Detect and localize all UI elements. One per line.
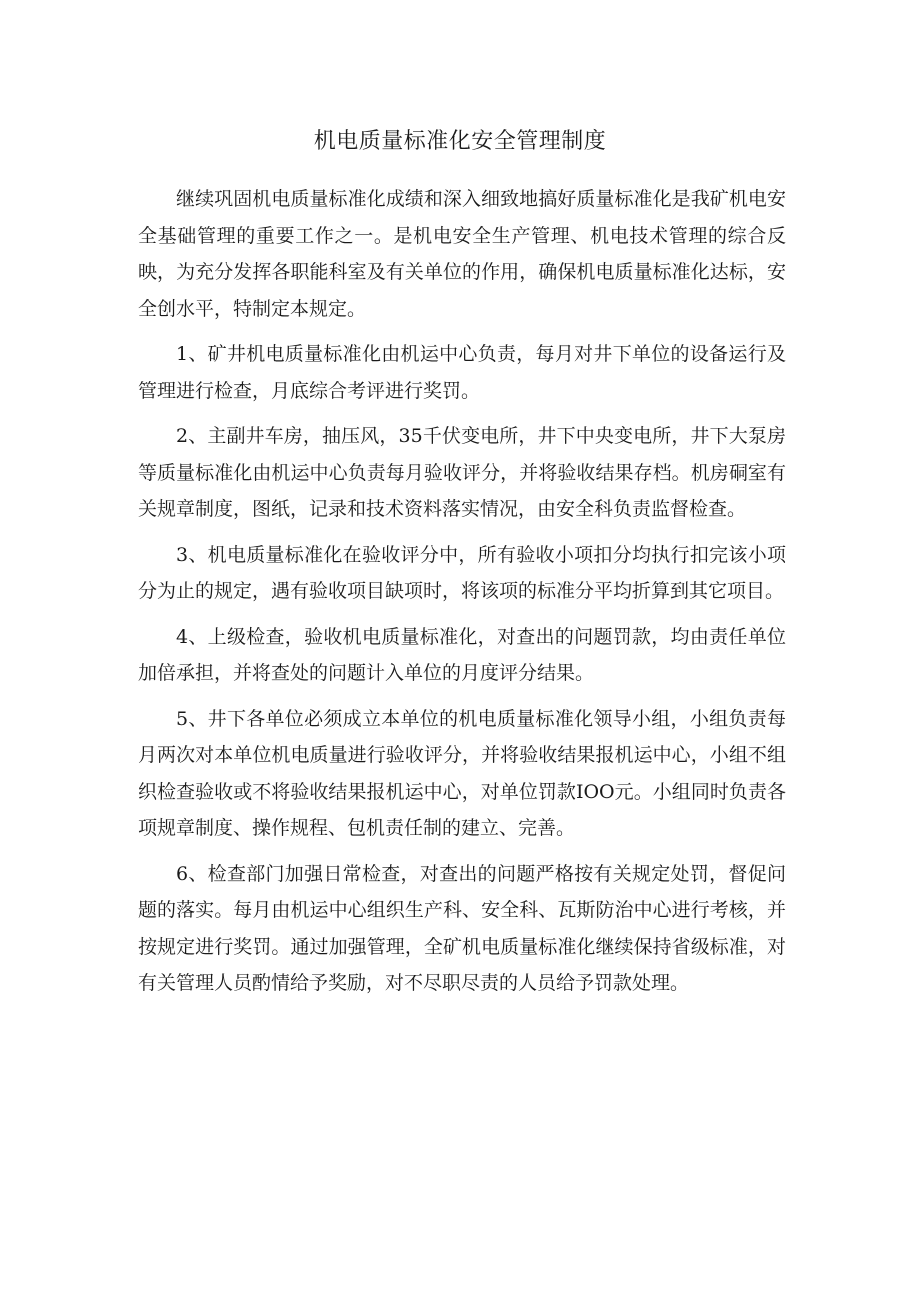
paragraph-item-2: 2、主副井车房，抽压风，35千伏变电所，井下中央变电所，井下大泵房等质量标准化由机运中心负责每月验收评分，并将验收结果存档。机房硐室有关规章制度，图纸，记录和技术资料落实情况，由安全科负责监督检查。 [138,425,786,520]
paragraph-item-6: 6、检查部门加强日常检查，对查出的问题严格按有关规定处罚，督促问题的落实。每月由机运中心组织生产科、安全科、瓦斯防治中心进行考核，并按规定进行奖罚。通过加强管理，全矿机电质量标准化继续保持省级标准，对有关管理人员酌情给予奖励，对不尽职尽责的人员给予罚款处理。 [138,862,786,994]
paragraph-item-4: 4、上级检查，验收机电质量标准化，对查出的问题罚款，均由责任单位加倍承担，并将查处的问题计入单位的月度评分结果。 [138,625,786,684]
paragraph-intro: 继续巩固机电质量标准化成绩和深入细致地搞好质量标准化是我矿机电安全基础管理的重要工作之一。是机电安全生产管理、机电技术管理的综合反映，为充分发挥各职能科室及有关单位的作用，确保机电质量标准化达标，安全创水平，特制定本规定。 [138,188,786,320]
document-body [138,181,786,1011]
paragraph-item-1: 1、矿井机电质量标准化由机运中心负责，每月对井下单位的设备运行及管理进行检查，月底综合考评进行奖罚。 [138,343,786,402]
paragraph-item-5: 5、井下各单位必须成立本单位的机电质量标准化领导小组，小组负责每月两次对本单位机电质量进行验收评分，并将验收结果报机运中心，小组不组织检查验收或不将验收结果报机运中心，对单位罚款IOO元。小组同时负责各项规章制度、操作规程、包机责任制的建立、完善。 [138,707,786,839]
document-title: 机电质量标准化安全管理制度 [313,129,607,154]
paragraph-item-3: 3、机电质量标准化在验收评分中，所有验收小项扣分均执行扣完该小项分为止的规定，遇有验收项目缺项时，将该项的标准分平均折算到其它项目。 [138,543,786,602]
